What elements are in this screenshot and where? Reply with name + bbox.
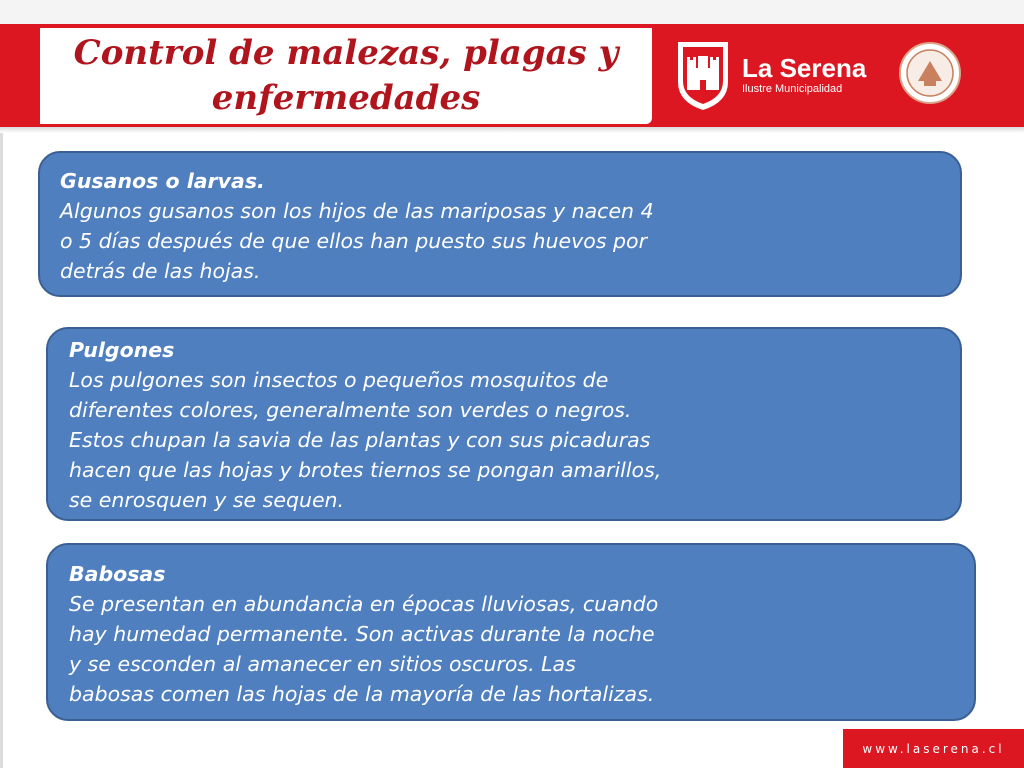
card-line: hay humedad permanente. Son activas durante la noche <box>69 622 655 646</box>
logo-text <box>742 54 866 96</box>
card-pulgones <box>46 327 962 521</box>
left-rule <box>0 133 3 768</box>
footer-band <box>843 729 1024 768</box>
slide-title: Control de malezas, plagas y enfermedades <box>73 33 619 118</box>
card-line: o 5 días después de que ellos han puesto sus huevos por <box>60 229 648 253</box>
card-title: Pulgones <box>69 338 175 362</box>
card-babosas <box>46 543 976 721</box>
title-box <box>40 28 652 124</box>
card-title: Babosas <box>69 562 166 586</box>
card-line: Se presentan en abundancia en épocas lluviosas, cuando <box>69 592 659 616</box>
card-line: Algunos gusanos son los hijos de las mariposas y nacen 4 <box>60 199 654 223</box>
card-gusanos <box>38 151 962 297</box>
card-line: babosas comen las hojas de la mayoría de las hortalizas. <box>69 682 655 706</box>
card-text <box>60 166 654 286</box>
municipal-seal-icon <box>898 41 962 105</box>
castle-crest-icon <box>674 38 732 112</box>
card-line: Estos chupan la savia de las plantas y con sus picaduras <box>69 428 651 452</box>
footer-url[interactable]: www.laserena.cl <box>862 741 1005 756</box>
card-line: hacen que las hojas y brotes tiernos se pongan amarillos, <box>69 458 662 482</box>
card-line: detrás de las hojas. <box>60 259 261 283</box>
card-text <box>69 335 661 515</box>
card-title: Gusanos o larvas. <box>60 169 265 193</box>
card-line: Los pulgones son insectos o pequeños mosquitos de <box>69 368 609 392</box>
top-strip <box>0 0 1024 24</box>
brand-name: La Serena <box>742 53 867 83</box>
card-line: y se esconden al amanecer en sitios oscuros. Las <box>69 652 576 676</box>
card-line: diferentes colores, generalmente son verdes o negros. <box>69 398 632 422</box>
header-shadow <box>0 127 1024 133</box>
la-serena-logo <box>674 36 878 114</box>
card-text <box>69 559 658 709</box>
brand-subtitle: Ilustre Municipalidad <box>742 83 843 95</box>
card-line: se enrosquen y se sequen. <box>69 488 345 512</box>
